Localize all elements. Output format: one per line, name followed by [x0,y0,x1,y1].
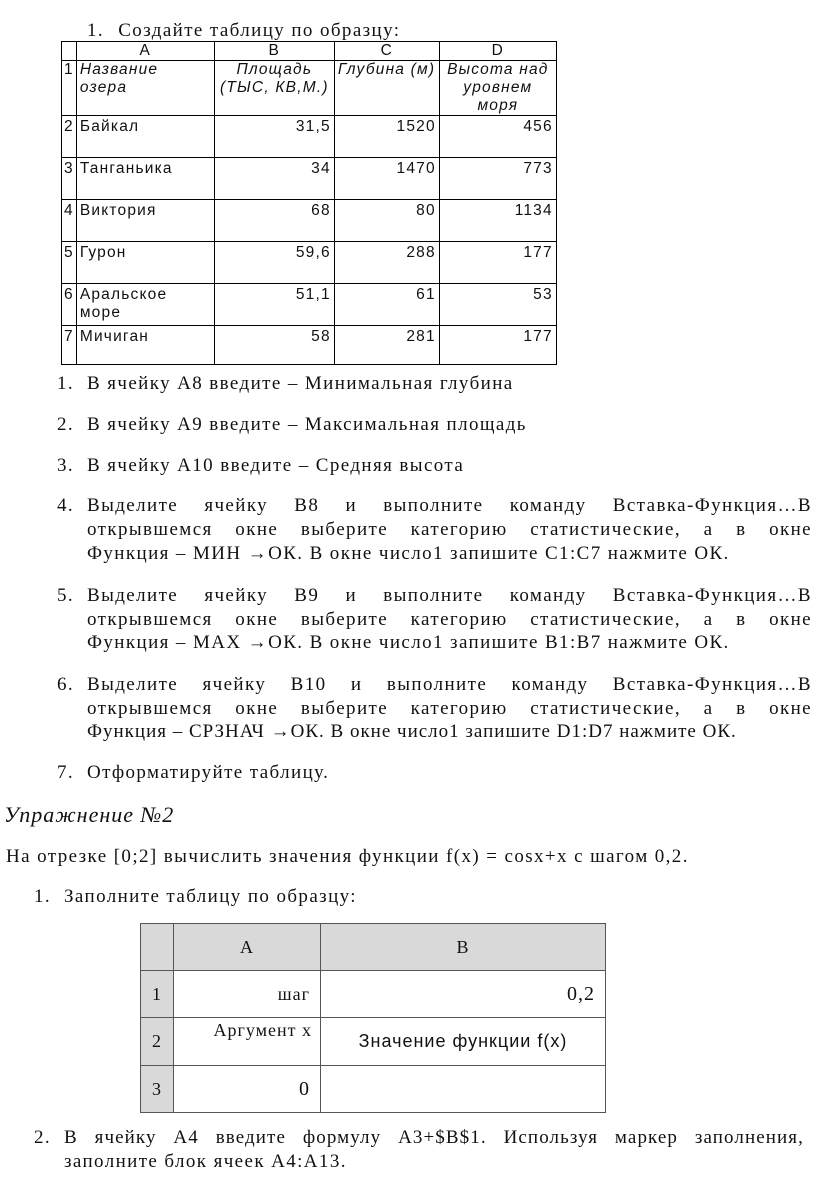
cell-altitude: 177 [439,326,556,365]
step-5-line-3: Функция – МАХ →ОК. В окне число1 запишите В1:В7 нажмите ОК. [87,632,730,653]
step-number: 7. [57,762,75,783]
cell-lake-name: Виктория [76,200,214,242]
cell-depth: 281 [334,326,439,365]
cell-a3: 0 [174,1066,321,1113]
exercise-title: Упражнение №2 [4,802,175,827]
cell-a1: шаг [174,971,321,1018]
cell-a2: Аргумент x [174,1018,321,1066]
table1-header-row [62,42,557,61]
step-6-line-1: Выделите ячейку В10 и выполните команду Вставка-Функция…В [87,674,812,695]
cell-b1: 0,2 [321,971,606,1018]
table-row [62,326,557,365]
step-6-line-2: открывшемся окне выберите категорию статистические, а в окне [87,698,812,719]
cell-altitude: 773 [439,158,556,200]
row-number: 2 [62,116,77,158]
cell-altitude: 456 [439,116,556,158]
table-row [141,1018,606,1066]
table-row [141,971,606,1018]
step-2-text: В ячейку А9 введите – Максимальная площадь [87,414,527,435]
cell-lake-name: Гурон [76,242,214,284]
lakes-table [61,41,557,365]
col-header-c: C [334,42,439,61]
row-number: 6 [62,284,77,326]
cell-b3 [321,1066,606,1113]
step-3-text: В ячейку А10 введите – Средняя высота [87,455,465,476]
cell-depth: 1520 [334,116,439,158]
step-1-text: В ячейку А8 введите – Минимальная глубина [87,373,514,394]
task1-heading [87,20,400,42]
step-number: 2. [57,414,75,435]
step-number: 5. [57,585,75,606]
task1-text: Создайте таблицу по образцу: [118,20,401,41]
row-number: 5 [62,242,77,284]
step-4-line-3: Функция – МИН →ОК. В окне число1 запишите С1:С7 нажмите ОК. [87,543,730,564]
exercise-step-2-line-2: заполните блок ячеек А4:А13. [64,1151,347,1172]
cell-depth: 61 [334,284,439,326]
row-number: 7 [62,326,77,365]
step-5-line-1: Выделите ячейку В9 и выполните команду Вставка-Функция…В [87,585,812,606]
cell-b2: Значение функции f(x) [321,1018,606,1066]
cell-area: 51,1 [214,284,334,326]
cell-a1: Название озера [76,61,214,116]
exercise-step-2-line-1: В ячейку А4 введите формулу А3+$B$1. Используя маркер заполнения, [64,1127,804,1148]
row-number: 4 [62,200,77,242]
cell-depth: 288 [334,242,439,284]
table-row [141,1066,606,1113]
step-number: 4. [57,495,75,516]
step-number: 2. [34,1127,52,1148]
cell-c1: Глубина (м) [334,61,439,116]
table-row [62,242,557,284]
row-number: 3 [62,158,77,200]
step-4-line-1: Выделите ячейку В8 и выполните команду Вставка-Функция…В [87,495,812,516]
cell-area: 34 [214,158,334,200]
cell-b1: Площадь (ТЫС, КВ,М.) [214,61,334,116]
exercise-intro: На отрезке [0;2] вычислить значения функции f(x) = cosx+x с шагом 0,2. [6,846,689,867]
cell-lake-name: Танганьика [76,158,214,200]
step-5-line-2: открывшемся окне выберите категорию статистические, а в окне [87,609,812,630]
step-6-line-3: Функция – СРЗНАЧ →ОК. В окне число1 запишите D1:D7 нажмите ОК. [87,721,737,742]
cell-area: 31,5 [214,116,334,158]
cell-altitude: 1134 [439,200,556,242]
cell-altitude: 177 [439,242,556,284]
cell-altitude: 53 [439,284,556,326]
col-header-a: A [174,924,321,971]
table-row [62,61,557,116]
step-number: 3. [57,455,75,476]
step-7-text: Отформатируйте таблицу. [87,762,330,783]
cell-area: 58 [214,326,334,365]
row-number: 2 [141,1018,174,1066]
table-row [62,284,557,326]
function-table [140,923,606,1113]
table2-header-row [141,924,606,971]
table-row [62,116,557,158]
table-row [62,200,557,242]
row-number: 3 [141,1066,174,1113]
table-row [62,158,557,200]
cell-lake-name: Мичиган [76,326,214,365]
step-number: 6. [57,674,75,695]
col-header-d: D [439,42,556,61]
cell-area: 59,6 [214,242,334,284]
step-4-line-2: открывшемся окне выберите категорию статистические, а в окне [87,519,812,540]
row-number: 1 [62,61,77,116]
cell-area: 68 [214,200,334,242]
cell-depth: 1470 [334,158,439,200]
corner-cell [62,42,77,61]
col-header-b: B [321,924,606,971]
cell-lake-name: Аральское море [76,284,214,326]
step-number: 1. [57,373,75,394]
cell-depth: 80 [334,200,439,242]
cell-lake-name: Байкал [76,116,214,158]
col-header-b: B [214,42,334,61]
cell-d1: Высота над уровнем моря [439,61,556,116]
col-header-a: A [76,42,214,61]
task1-number: 1. [87,20,105,41]
corner-cell [141,924,174,971]
row-number: 1 [141,971,174,1018]
exercise-step-1-text: Заполните таблицу по образцу: [64,886,357,907]
step-number: 1. [34,886,52,907]
